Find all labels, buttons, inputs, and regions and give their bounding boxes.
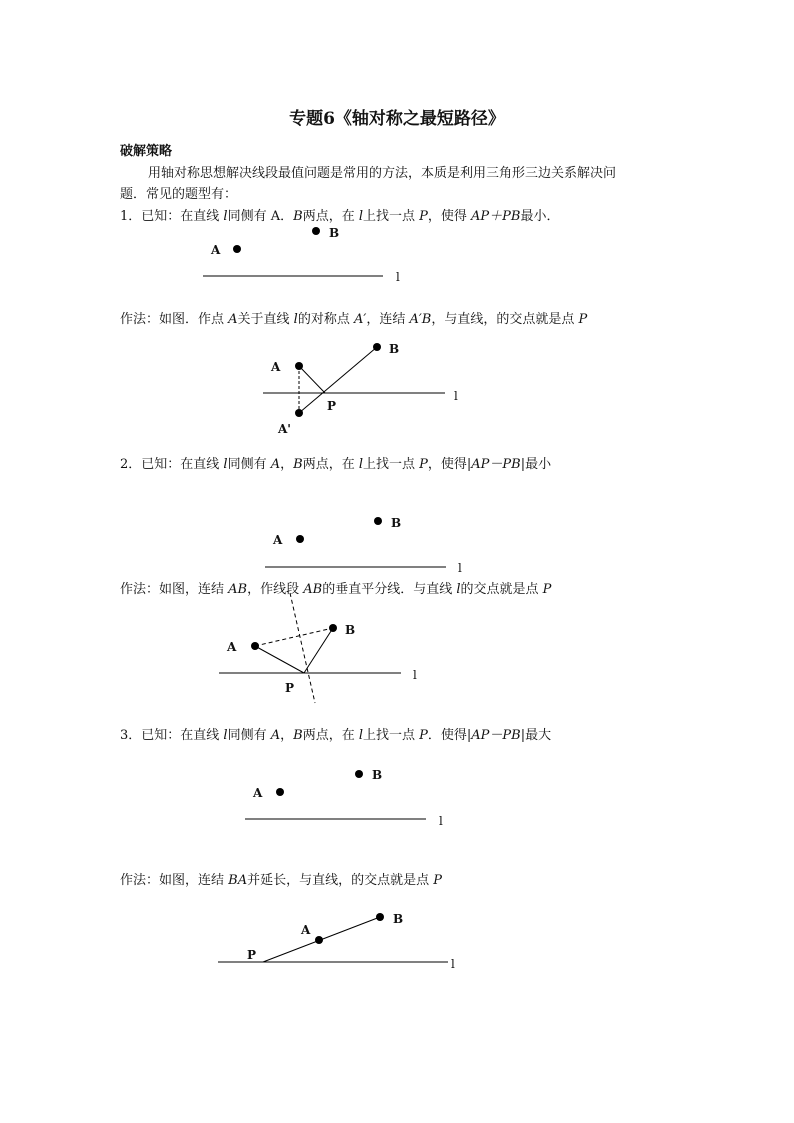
segment-BP <box>304 628 333 673</box>
label-B: B <box>389 342 400 356</box>
label-l: l <box>451 957 455 971</box>
label-B: B <box>393 912 404 926</box>
label-l: l <box>413 668 417 682</box>
label-B: B <box>329 226 340 240</box>
point-A <box>276 788 284 796</box>
point-B <box>373 343 381 351</box>
intro-line-1: 用轴对称思想解决线段最值问题是常用的方法，本质是利用三角形三边关系解决问 <box>148 166 617 181</box>
point-A <box>296 535 304 543</box>
point-B <box>312 227 320 235</box>
label-l: l <box>454 389 458 403</box>
problem-3-method: 作法：如图，连结 BA并延长，与直线，的交点就是点 P <box>120 873 442 888</box>
problem-2-method: 作法：如图，连结 AB，作线段 AB的垂直平分线．与直线 l的交点就是点 P <box>120 582 552 597</box>
segment-AP <box>255 646 304 673</box>
label-A: A <box>301 923 311 937</box>
point-A <box>233 245 241 253</box>
label-A: A <box>273 533 283 547</box>
point-A <box>315 936 323 944</box>
label-P: P <box>247 948 257 962</box>
label-l: l <box>458 561 462 575</box>
intro-line-2: 题．常见的题型有： <box>120 187 238 202</box>
point-B <box>376 913 384 921</box>
problem-2-statement: 2．已知：在直线 l同侧有 A，B两点，在 l上找一点 P，使得|AP－PB|最小 <box>120 457 552 472</box>
segment-AP <box>299 366 325 393</box>
problem-number: 1． <box>120 209 142 224</box>
label-P: P <box>285 681 295 695</box>
label-A1: A' <box>278 422 291 436</box>
page-title: 专题6《轴对称之最短路径》 <box>289 109 505 129</box>
point-B <box>329 624 337 632</box>
label-P: P <box>327 399 337 413</box>
problem-number: 2． <box>120 457 142 472</box>
label-B: B <box>391 516 402 530</box>
problem-3-statement: 3．已知：在直线 l同侧有 A，B两点，在 l上找一点 P．使得|AP－PB|最大 <box>120 728 552 743</box>
label-A: A <box>227 640 237 654</box>
label-A: A <box>271 360 281 374</box>
point-A <box>251 642 259 650</box>
problem-1-statement: 1．已知：在直线 l同侧有 A．B两点，在 l上找一点 P，使得 AP＋PB最小． <box>120 209 560 224</box>
segment-A1B <box>299 347 377 413</box>
point-A <box>295 362 303 370</box>
dashed-segment-AB <box>255 628 333 646</box>
label-B: B <box>345 623 356 637</box>
problem-1-method: 作法：如图．作点 A关于直线 l的对称点 A′，连结 A′B，与直线，的交点就是点 P <box>120 312 588 327</box>
point-B <box>355 770 363 778</box>
label-B: B <box>372 768 383 782</box>
label-l: l <box>439 814 443 828</box>
label-A: A <box>253 786 263 800</box>
point-A1 <box>295 409 303 417</box>
label-l: l <box>396 270 400 284</box>
label-A: A <box>211 243 221 257</box>
point-B <box>374 517 382 525</box>
problem-number: 3． <box>120 728 142 743</box>
section-heading: 破解策略 <box>120 144 173 159</box>
